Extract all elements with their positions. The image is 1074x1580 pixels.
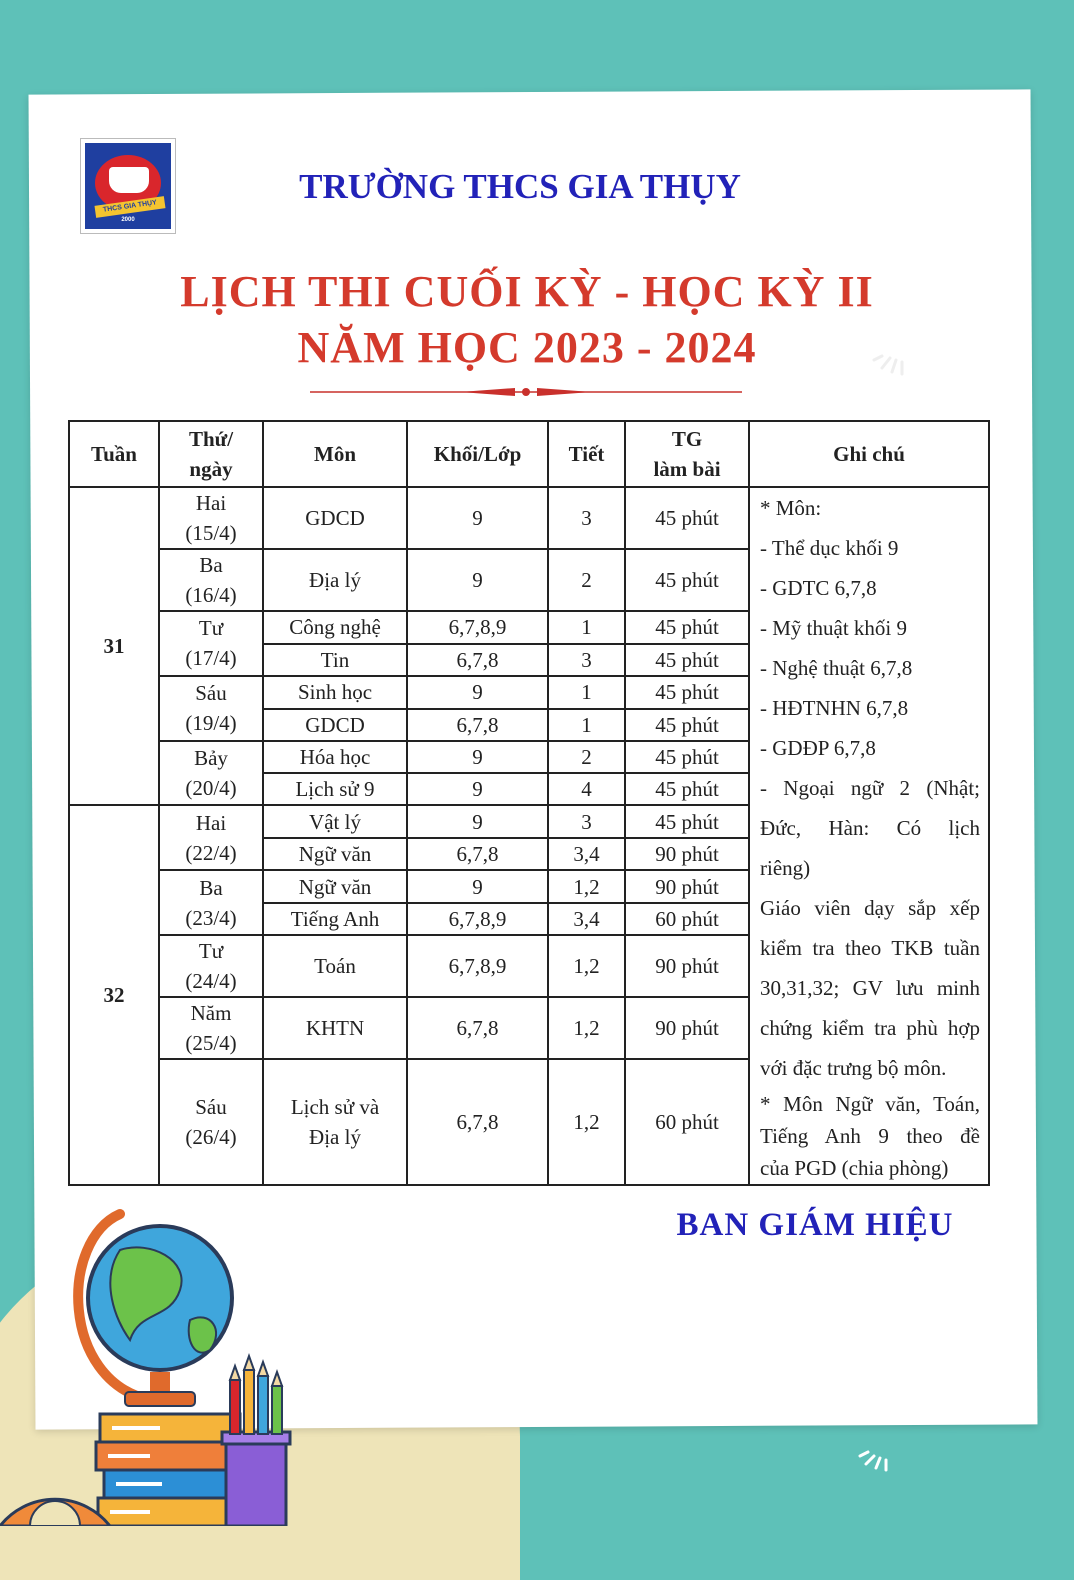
day-cell: Ba (16/4): [159, 549, 263, 611]
time-cell: 90 phút: [625, 838, 749, 870]
note-line: Tiếng Anh 9 theo đề: [760, 1124, 980, 1148]
sparkle-decoration: [856, 1438, 892, 1474]
subject-cell: Ngữ văn: [263, 838, 407, 870]
day-cell: Năm (25/4): [159, 997, 263, 1059]
table-header-row: [69, 421, 989, 487]
note-line: - Nghệ thuật 6,7,8: [760, 656, 913, 680]
header-subject: Môn: [263, 421, 407, 487]
period-cell: 3,4: [548, 903, 625, 935]
note-line: - Ngoại ngữ 2 (Nhật;: [760, 776, 980, 800]
time-cell: 45 phút: [625, 611, 749, 644]
note-line: với đặc trưng bộ môn.: [760, 1056, 947, 1080]
subject-cell: KHTN: [263, 997, 407, 1059]
week-cell: 31: [69, 487, 159, 805]
school-name: TRƯỜNG THCS GIA THỤY: [299, 167, 741, 206]
sparkle-decoration: [870, 340, 910, 380]
subject-cell: Sinh học: [263, 676, 407, 709]
header-grade: Khối/Lớp: [407, 421, 548, 487]
header-day: Thứ/ ngày: [159, 421, 263, 487]
period-cell: 1: [548, 709, 625, 741]
note-line: chứng kiểm tra phù hợp: [760, 1016, 980, 1040]
logo-text: THCS GIA THỤY: [95, 196, 166, 218]
period-cell: 1: [548, 676, 625, 709]
globe-books-illustration: [0, 1200, 320, 1526]
grade-cell: 6,7,8,9: [407, 611, 548, 644]
subject-cell: Công nghệ: [263, 611, 407, 644]
period-cell: 2: [548, 549, 625, 611]
subject-cell: Tiếng Anh: [263, 903, 407, 935]
time-cell: 45 phút: [625, 487, 749, 549]
note-line: - GDTC 6,7,8: [760, 576, 877, 600]
period-cell: 1,2: [548, 870, 625, 903]
period-cell: 3: [548, 644, 625, 676]
note-line: * Môn Ngữ văn, Toán,: [760, 1092, 980, 1116]
note-line: - GDĐP 6,7,8: [760, 736, 876, 760]
grade-cell: 6,7,8,9: [407, 903, 548, 935]
time-cell: 60 phút: [625, 903, 749, 935]
grade-cell: 6,7,8: [407, 644, 548, 676]
note-line: - HĐTNHN 6,7,8: [760, 696, 909, 720]
logo-year: 2000: [121, 217, 135, 223]
note-line: kiểm tra theo TKB tuần: [760, 936, 980, 960]
note-line: riêng): [760, 856, 811, 880]
time-cell: 45 phút: [625, 709, 749, 741]
subject-cell: Tin: [263, 644, 407, 676]
time-cell: 90 phút: [625, 870, 749, 903]
period-cell: 1,2: [548, 997, 625, 1059]
time-cell: 45 phút: [625, 805, 749, 838]
table-row: [69, 487, 989, 549]
note-line: của PGD (chia phòng): [760, 1156, 949, 1180]
time-cell: 45 phút: [625, 676, 749, 709]
note-line: - Thể dục khối 9: [760, 536, 899, 560]
time-cell: 45 phút: [625, 741, 749, 774]
grade-cell: 6,7,8: [407, 709, 548, 741]
day-cell: Ba (23/4): [159, 870, 263, 935]
grade-cell: 9: [407, 805, 548, 838]
grade-cell: 9: [407, 487, 548, 549]
note-line: * Môn:: [760, 496, 822, 520]
period-cell: 3,4: [548, 838, 625, 870]
grade-cell: 9: [407, 773, 548, 805]
time-cell: 45 phút: [625, 549, 749, 611]
time-cell: 45 phút: [625, 644, 749, 676]
header-time: TG làm bài: [625, 421, 749, 487]
grade-cell: 6,7,8: [407, 1059, 548, 1185]
header-period: Tiết: [548, 421, 625, 487]
header-note: Ghi chú: [749, 421, 989, 487]
day-cell: Bảy (20/4): [159, 741, 263, 806]
subject-cell: GDCD: [263, 709, 407, 741]
signature-label: BAN GIÁM HIỆU: [676, 1207, 954, 1243]
day-cell: Hai (22/4): [159, 805, 263, 870]
period-cell: 3: [548, 805, 625, 838]
header-week: Tuần: [69, 421, 159, 487]
subject-cell: Toán: [263, 935, 407, 997]
time-cell: 90 phút: [625, 935, 749, 997]
page-title: LỊCH THI CUỐI KỲ - HỌC KỲ II: [180, 267, 874, 316]
note-line: - Mỹ thuật khối 9: [760, 616, 907, 640]
grade-cell: 9: [407, 741, 548, 774]
day-cell: Sáu (19/4): [159, 676, 263, 741]
time-cell: 45 phút: [625, 773, 749, 805]
grade-cell: 9: [407, 870, 548, 903]
title-divider: [310, 386, 742, 398]
note-line: Đức, Hàn: Có lịch: [760, 816, 980, 840]
notes-cell: [749, 487, 989, 1185]
subject-cell: GDCD: [263, 487, 407, 549]
subject-cell: Ngữ văn: [263, 870, 407, 903]
day-cell: Tư (17/4): [159, 611, 263, 676]
day-cell: Hai (15/4): [159, 487, 263, 549]
page-subtitle: NĂM HỌC 2023 - 2024: [297, 323, 757, 372]
grade-cell: 6,7,8: [407, 838, 548, 870]
subject-cell: Vật lý: [263, 805, 407, 838]
subject-cell: Lịch sử 9: [263, 773, 407, 805]
period-cell: 1: [548, 611, 625, 644]
period-cell: 1,2: [548, 1059, 625, 1185]
exam-schedule-table: [68, 420, 990, 1186]
subject-cell: Hóa học: [263, 741, 407, 774]
period-cell: 1,2: [548, 935, 625, 997]
note-line: 30,31,32; GV lưu minh: [760, 976, 980, 1000]
day-cell: Tư (24/4): [159, 935, 263, 997]
period-cell: 2: [548, 741, 625, 774]
grade-cell: 6,7,8,9: [407, 935, 548, 997]
period-cell: 3: [548, 487, 625, 549]
grade-cell: 6,7,8: [407, 997, 548, 1059]
time-cell: 90 phút: [625, 997, 749, 1059]
time-cell: 60 phút: [625, 1059, 749, 1185]
school-logo: [80, 138, 176, 234]
period-cell: 4: [548, 773, 625, 805]
subject-cell: Lịch sử và Địa lý: [263, 1059, 407, 1185]
subject-cell: Địa lý: [263, 549, 407, 611]
note-line: Giáo viên dạy sắp xếp: [760, 896, 980, 920]
grade-cell: 9: [407, 676, 548, 709]
week-cell: 32: [69, 805, 159, 1185]
day-cell: Sáu (26/4): [159, 1059, 263, 1185]
grade-cell: 9: [407, 549, 548, 611]
